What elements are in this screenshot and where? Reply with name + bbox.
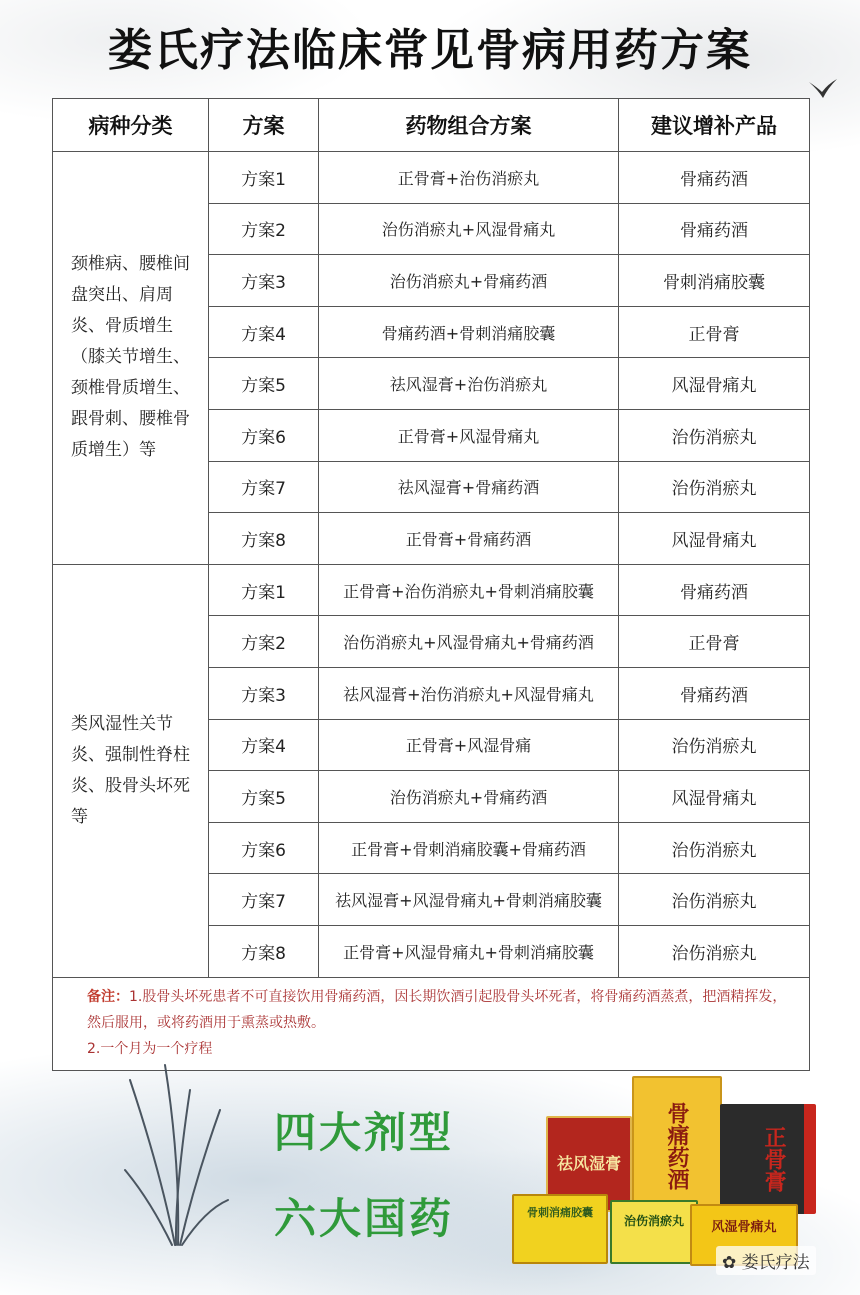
reed-illustration	[120, 1060, 230, 1250]
product-cell: 治伤消瘀丸	[619, 874, 810, 926]
combo-cell: 正骨膏+治伤消瘀丸	[319, 152, 619, 204]
product-box-label: 祛风湿膏	[556, 1154, 621, 1173]
plan-cell: 方案4	[209, 719, 319, 771]
treatment-plan-table	[52, 98, 810, 1071]
combo-cell: 正骨膏+治伤消瘀丸+骨刺消痛胶囊	[319, 564, 619, 616]
note-cell	[53, 977, 810, 1070]
table-row	[53, 564, 810, 616]
note-line-2: 2.一个月为一个疗程	[87, 1040, 213, 1057]
product-cell: 骨痛药酒	[619, 667, 810, 719]
plan-cell: 方案5	[209, 771, 319, 823]
plan-cell: 方案5	[209, 358, 319, 410]
combo-cell: 祛风湿膏+风湿骨痛丸+骨刺消痛胶囊	[319, 874, 619, 926]
product-box-label: 治伤消瘀丸	[623, 1214, 684, 1228]
plan-cell: 方案3	[209, 667, 319, 719]
product-box-gucixiaotong	[512, 1194, 608, 1264]
header-plan: 方案	[209, 99, 319, 152]
combo-cell: 正骨膏+风湿骨痛丸	[319, 409, 619, 461]
category-cell: 颈椎病、腰椎间盘突出、肩周炎、骨质增生（膝关节增生、颈椎骨质增生、跟骨刺、腰椎骨质增生）等	[53, 152, 209, 565]
product-box-gutongyaojiu	[632, 1076, 722, 1216]
plan-cell: 方案1	[209, 152, 319, 204]
plan-cell: 方案4	[209, 306, 319, 358]
header-combination: 药物组合方案	[319, 99, 619, 152]
header-suggested-product: 建议增补产品	[619, 99, 810, 152]
product-box-label: 正骨膏	[761, 1126, 787, 1192]
product-cell: 骨痛药酒	[619, 203, 810, 255]
product-box-label: 骨痛药酒	[664, 1102, 690, 1190]
product-cell: 骨痛药酒	[619, 152, 810, 204]
product-cell: 风湿骨痛丸	[619, 358, 810, 410]
product-cell: 治伤消瘀丸	[619, 822, 810, 874]
product-cell: 风湿骨痛丸	[619, 771, 810, 823]
product-cell: 骨刺消痛胶囊	[619, 255, 810, 307]
combo-cell: 正骨膏+风湿骨痛	[319, 719, 619, 771]
plan-cell: 方案6	[209, 409, 319, 461]
plan-cell: 方案7	[209, 874, 319, 926]
category-cell: 类风湿性关节炎、强制性脊柱炎、股骨头坏死等	[53, 564, 209, 977]
product-cell: 骨痛药酒	[619, 564, 810, 616]
plan-cell: 方案8	[209, 513, 319, 565]
product-box-label: 风湿骨痛丸	[711, 1220, 777, 1235]
product-cell: 正骨膏	[619, 616, 810, 668]
page-title: 娄氏疗法临床常见骨病用药方案	[108, 25, 752, 76]
note-line-1: 1.股骨头坏死患者不可直接饮用骨痛药酒，因长期饮酒引起股骨头坏死者，将骨痛药酒蒸煮，把酒精挥发，然后服用，或将药酒用于熏蒸或热敷。	[87, 988, 787, 1031]
plan-cell: 方案1	[209, 564, 319, 616]
plan-cell: 方案6	[209, 822, 319, 874]
plan-cell: 方案2	[209, 616, 319, 668]
product-box-zhenggugao	[720, 1104, 816, 1214]
combo-cell: 正骨膏+骨痛药酒	[319, 513, 619, 565]
plan-cell: 方案8	[209, 925, 319, 977]
table-header-row	[53, 99, 810, 152]
combo-cell: 治伤消瘀丸+风湿骨痛丸+骨痛药酒	[319, 616, 619, 668]
product-box-zhishangxiaoyu	[610, 1200, 698, 1264]
wechat-icon: ✿	[722, 1253, 737, 1273]
plan-cell: 方案3	[209, 255, 319, 307]
bird-icon	[808, 78, 838, 100]
combo-cell: 祛风湿膏+治伤消瘀丸+风湿骨痛丸	[319, 667, 619, 719]
product-cell: 治伤消瘀丸	[619, 409, 810, 461]
product-cell: 治伤消瘀丸	[619, 461, 810, 513]
combo-cell: 正骨膏+骨刺消痛胶囊+骨痛药酒	[319, 822, 619, 874]
watermark-text: 娄氏疗法	[741, 1253, 810, 1273]
combo-cell: 治伤消瘀丸+风湿骨痛丸	[319, 203, 619, 255]
slogan-line-2: 六大国药	[274, 1194, 455, 1243]
combo-cell: 正骨膏+风湿骨痛丸+骨刺消痛胶囊	[319, 925, 619, 977]
product-cell: 正骨膏	[619, 306, 810, 358]
combo-cell: 治伤消瘀丸+骨痛药酒	[319, 771, 619, 823]
product-image-group	[527, 1072, 810, 1272]
combo-cell: 骨痛药酒+骨刺消痛胶囊	[319, 306, 619, 358]
note-row	[53, 977, 810, 1070]
note-label: 备注：	[87, 988, 129, 1005]
combo-cell: 祛风湿膏+治伤消瘀丸	[319, 358, 619, 410]
watermark	[716, 1246, 816, 1275]
combo-cell: 祛风湿膏+骨痛药酒	[319, 461, 619, 513]
plan-cell: 方案2	[209, 203, 319, 255]
product-cell: 治伤消瘀丸	[619, 719, 810, 771]
table-row	[53, 152, 810, 204]
combo-cell: 治伤消瘀丸+骨痛药酒	[319, 255, 619, 307]
product-box-label: 骨刺消痛胶囊	[527, 1206, 593, 1219]
product-cell: 治伤消瘀丸	[619, 925, 810, 977]
product-cell: 风湿骨痛丸	[619, 513, 810, 565]
slogan-line-1: 四大剂型	[274, 1108, 455, 1157]
plan-cell: 方案7	[209, 461, 319, 513]
header-category: 病种分类	[53, 99, 209, 152]
